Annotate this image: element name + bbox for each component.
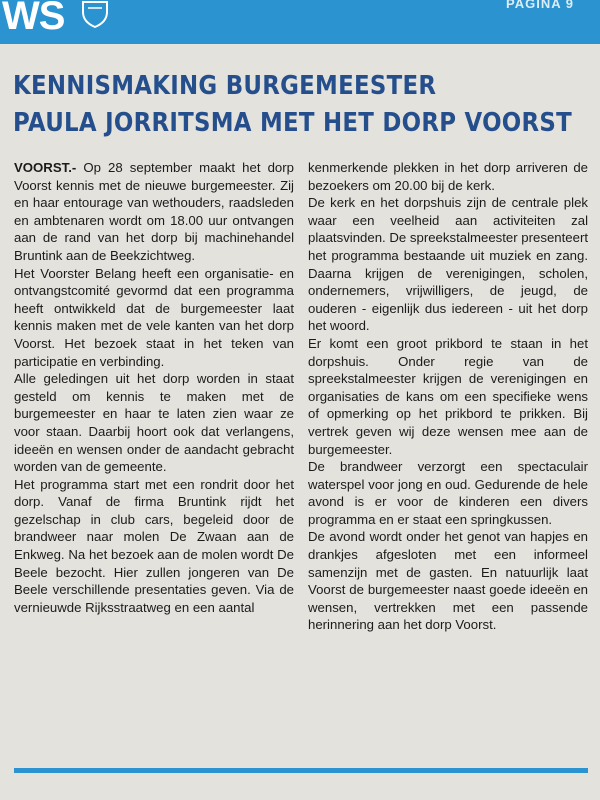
paragraph: Het programma start met een rondrit door het dorp. Vanaf de firma Bruntink rijdt het gezelschap in club cars, begeleid door de brandweer naar molen De Zwaan aan de Enkweg. Na het bezoek aan de molen wordt De Beele bezocht. Hier zullen jongeren van De Beele verschillende presentaties geven. Via de vernieuwde Rijksstraatweg en een aantal	[14, 476, 294, 615]
paragraph: De kerk en het dorpshuis zijn de centrale plek waar een veelheid aan activiteiten zal plaatsvinden. De spreekstalmeester presenteert het programma bestaande uit muziek en zang. Daarna krijgen de verenigingen, scholen, ondernemers, vrijwilligers, de jeugd, de ouderen - eigenlijk dus iedereen - uit het dorp het woord.	[308, 195, 589, 334]
article-column-right	[308, 159, 588, 744]
paragraph: Er komt een groot prikbord te staan in het dorpshuis. Onder regie van de spreekstalmeester krijgen de verenigingen en organisaties de kans om een specifieke wens of opmerking op het prikbord te prikken. Bij vertrek geven wij deze wensen mee aan de burgemeester.	[308, 335, 588, 457]
shield-icon	[80, 0, 110, 28]
bottom-rule	[14, 768, 588, 773]
masthead-band	[0, 0, 600, 44]
paragraph: Alle geledingen uit het dorp worden in staat gesteld om kennis te maken met de burgemeester en haar te laten zien waar ze voor staan. Daarbij hoort ook dat verlangens, ideeën en wensen onder de aandacht gebracht worden van de gemeente.	[14, 371, 294, 475]
paragraph	[14, 159, 294, 265]
article-headline	[13, 68, 573, 142]
headline-line-2: PAULA JORRITSMA MET HET DORP VOORST	[13, 108, 573, 138]
paragraph: Het Voorster Belang heeft een organisatie- en ontvangstcomité gevormd dat een programma heeft ontwikkeld dat de burgemeester laat kennis maken met de vele kanten van het dorp Voorst. Het bezoek staat in het teken van participatie en verbinding.	[14, 265, 294, 369]
paragraph: kenmerkende plekken in het dorp arriveren de bezoekers om 20.00 bij de kerk.	[308, 160, 588, 193]
page-number-label: PAGINA 9	[506, 0, 574, 11]
headline-line-1: KENNISMAKING BURGEMEESTER	[13, 71, 437, 101]
paragraph: De brandweer verzorgt een spectaculair waterspel voor jong en oud. Gedurende de hele avond is er voor de kinderen een divers programma en er staat een springkussen.	[308, 459, 588, 527]
article-column-left	[14, 159, 294, 744]
paragraph: De avond wordt onder het genot van hapjes en drankjes afgesloten met een informeel samenzijn met de gasten. En natuurlijk laat Voorst de burgemeester naast goede ideeën en wensen, vertrekken met een passende herinnering aan het dorp Voorst.	[308, 529, 588, 633]
dateline: VOORST.-	[14, 160, 77, 175]
paragraph-text: Op 28 september maakt het dorp Voorst kennis met de nieuwe burgemeester. Zij en haar entourage van wethouders, raadsleden en ambtenaren wordt om 18.00 uur ontvangen aan de rand van het dorp bij machinehandel Bruntink aan de Beekzichtweg.	[14, 160, 294, 263]
masthead-logo-fragment: WS	[2, 0, 65, 38]
article-body	[14, 159, 588, 744]
